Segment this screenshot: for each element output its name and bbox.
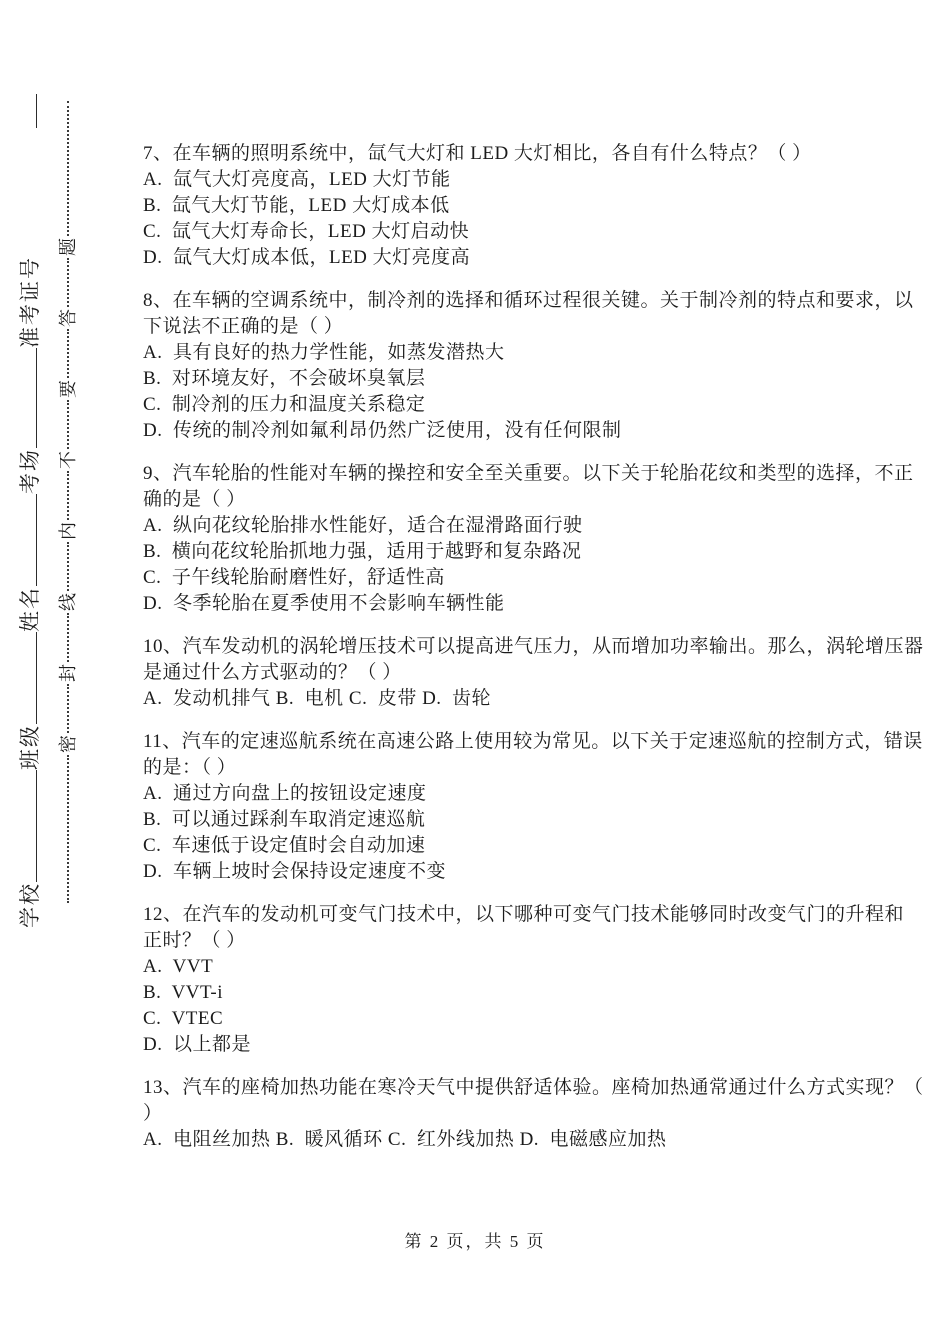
seal-dotted-segment bbox=[67, 755, 69, 903]
question-block-12 bbox=[143, 902, 903, 1058]
option-line: D. 传统的制冷剂如氟利昂仍然广泛使用，没有任何限制 bbox=[143, 420, 622, 441]
field-label-name: 姓名 bbox=[18, 586, 42, 632]
question-line: 下说法不正确的是（ ） bbox=[143, 316, 344, 337]
option-line: B. 横向花纹轮胎抓地力强，适用于越野和复杂路况 bbox=[143, 541, 582, 562]
fill-in-blank-line bbox=[32, 632, 37, 724]
fill-in-blank-line bbox=[32, 494, 37, 586]
option-line: A. 具有良好的热力学性能，如蒸发潜热大 bbox=[143, 342, 505, 363]
option-line: B. VVT-i bbox=[143, 982, 223, 1003]
question-line: 9、汽车轮胎的性能对车辆的操控和安全至关重要。以下关于轮胎花纹和类型的选择，不正 bbox=[143, 463, 914, 484]
seal-char: 线 bbox=[58, 593, 78, 611]
seal-line bbox=[57, 101, 79, 903]
seal-dotted-segment bbox=[67, 542, 69, 591]
option-line: C. VTEC bbox=[143, 1008, 224, 1029]
option-line: C. 氙气大灯寿命长，LED 大灯启动快 bbox=[143, 221, 470, 242]
question-line: 13、汽车的座椅加热功能在寒冷天气中提供舒适体验。座椅加热通常通过什么方式实现？（ bbox=[143, 1077, 924, 1098]
option-line: A. VVT bbox=[143, 956, 214, 977]
field-label-class: 班级 bbox=[18, 724, 42, 770]
question-line: 7、在车辆的照明系统中，氙气大灯和 LED 大灯相比，各自有什么特点？（ ） bbox=[143, 143, 812, 164]
seal-dotted-segment bbox=[67, 329, 69, 378]
question-line: 正时？（ ） bbox=[143, 930, 246, 951]
option-line: D. 以上都是 bbox=[143, 1034, 251, 1055]
seal-char: 密 bbox=[58, 735, 78, 753]
option-line: D. 车辆上坡时会保持设定速度不变 bbox=[143, 861, 446, 882]
seal-char: 要 bbox=[58, 380, 78, 398]
field-label-admission-number: 准考证号 bbox=[18, 256, 42, 348]
option-line: A. 发动机排气 B. 电机 C. 皮带 D. 齿轮 bbox=[143, 688, 492, 709]
option-line: A. 通过方向盘上的按钮设定速度 bbox=[143, 783, 427, 804]
field-label-school: 学校 bbox=[18, 882, 42, 928]
seal-char: 不 bbox=[58, 451, 78, 469]
question-block-9 bbox=[143, 461, 914, 617]
option-line: C. 车速低于设定值时会自动加速 bbox=[143, 835, 426, 856]
seal-dotted-segment bbox=[67, 400, 69, 449]
option-line: B. 可以通过踩刹车取消定速巡航 bbox=[143, 809, 426, 830]
question-block-11 bbox=[143, 729, 923, 885]
option-line: B. 对环境友好，不会破坏臭氧层 bbox=[143, 368, 426, 389]
seal-dotted-segment bbox=[67, 613, 69, 662]
seal-dotted-segment bbox=[67, 258, 69, 307]
question-block-13 bbox=[143, 1075, 924, 1153]
question-line: 确的是（ ） bbox=[143, 489, 246, 510]
option-line: C. 制冷剂的压力和温度关系稳定 bbox=[143, 394, 426, 415]
option-line: D. 氙气大灯成本低，LED 大灯亮度高 bbox=[143, 247, 471, 268]
question-block-8 bbox=[143, 288, 914, 444]
option-line: D. 冬季轮胎在夏季使用不会影响车辆性能 bbox=[143, 593, 505, 614]
question-line: 12、在汽车的发动机可变气门技术中，以下哪种可变气门技术能够同时改变气门的升程和 bbox=[143, 904, 905, 925]
question-line: 8、在车辆的空调系统中，制冷剂的选择和循环过程很关键。关于制冷剂的特点和要求，以 bbox=[143, 290, 914, 311]
option-line: A. 电阻丝加热 B. 暖风循环 C. 红外线加热 D. 电磁感应加热 bbox=[143, 1129, 667, 1150]
seal-dotted-segment bbox=[67, 471, 69, 520]
page-footer: 第 2 页，共 5 页 bbox=[404, 1232, 546, 1251]
question-area bbox=[143, 141, 924, 1170]
option-line: C. 子午线轮胎耐磨性好，舒适性高 bbox=[143, 567, 445, 588]
option-line: A. 纵向花纹轮胎排水性能好，适合在湿滑路面行驶 bbox=[143, 515, 583, 536]
option-line: B. 氙气大灯节能，LED 大灯成本低 bbox=[143, 195, 450, 216]
question-line: 11、汽车的定速巡航系统在高速公路上使用较为常见。以下关于定速巡航的控制方式，错误 bbox=[143, 731, 923, 752]
fill-in-blank-line bbox=[32, 94, 37, 128]
question-block-10 bbox=[143, 634, 924, 712]
seal-char: 内 bbox=[58, 522, 78, 540]
fill-in-blank-line bbox=[32, 348, 37, 448]
seal-char: 答 bbox=[58, 309, 78, 327]
option-line: A. 氙气大灯亮度高，LED 大灯节能 bbox=[143, 169, 451, 190]
student-info-fields bbox=[14, 68, 44, 928]
seal-dotted-segment bbox=[67, 101, 69, 236]
question-line: 10、汽车发动机的涡轮增压技术可以提高进气压力，从而增加功率输出。那么，涡轮增压器 bbox=[143, 636, 924, 657]
question-line: 的是：（ ） bbox=[143, 757, 237, 778]
question-line: 是通过什么方式驱动的？（ ） bbox=[143, 662, 402, 683]
field-label-exam-room: 考场 bbox=[18, 448, 42, 494]
seal-char: 题 bbox=[58, 238, 78, 256]
question-block-7 bbox=[143, 141, 903, 271]
seal-char: 封 bbox=[58, 664, 78, 682]
question-line: ） bbox=[143, 1103, 163, 1124]
fill-in-blank-line bbox=[32, 770, 37, 882]
seal-dotted-segment bbox=[67, 684, 69, 733]
